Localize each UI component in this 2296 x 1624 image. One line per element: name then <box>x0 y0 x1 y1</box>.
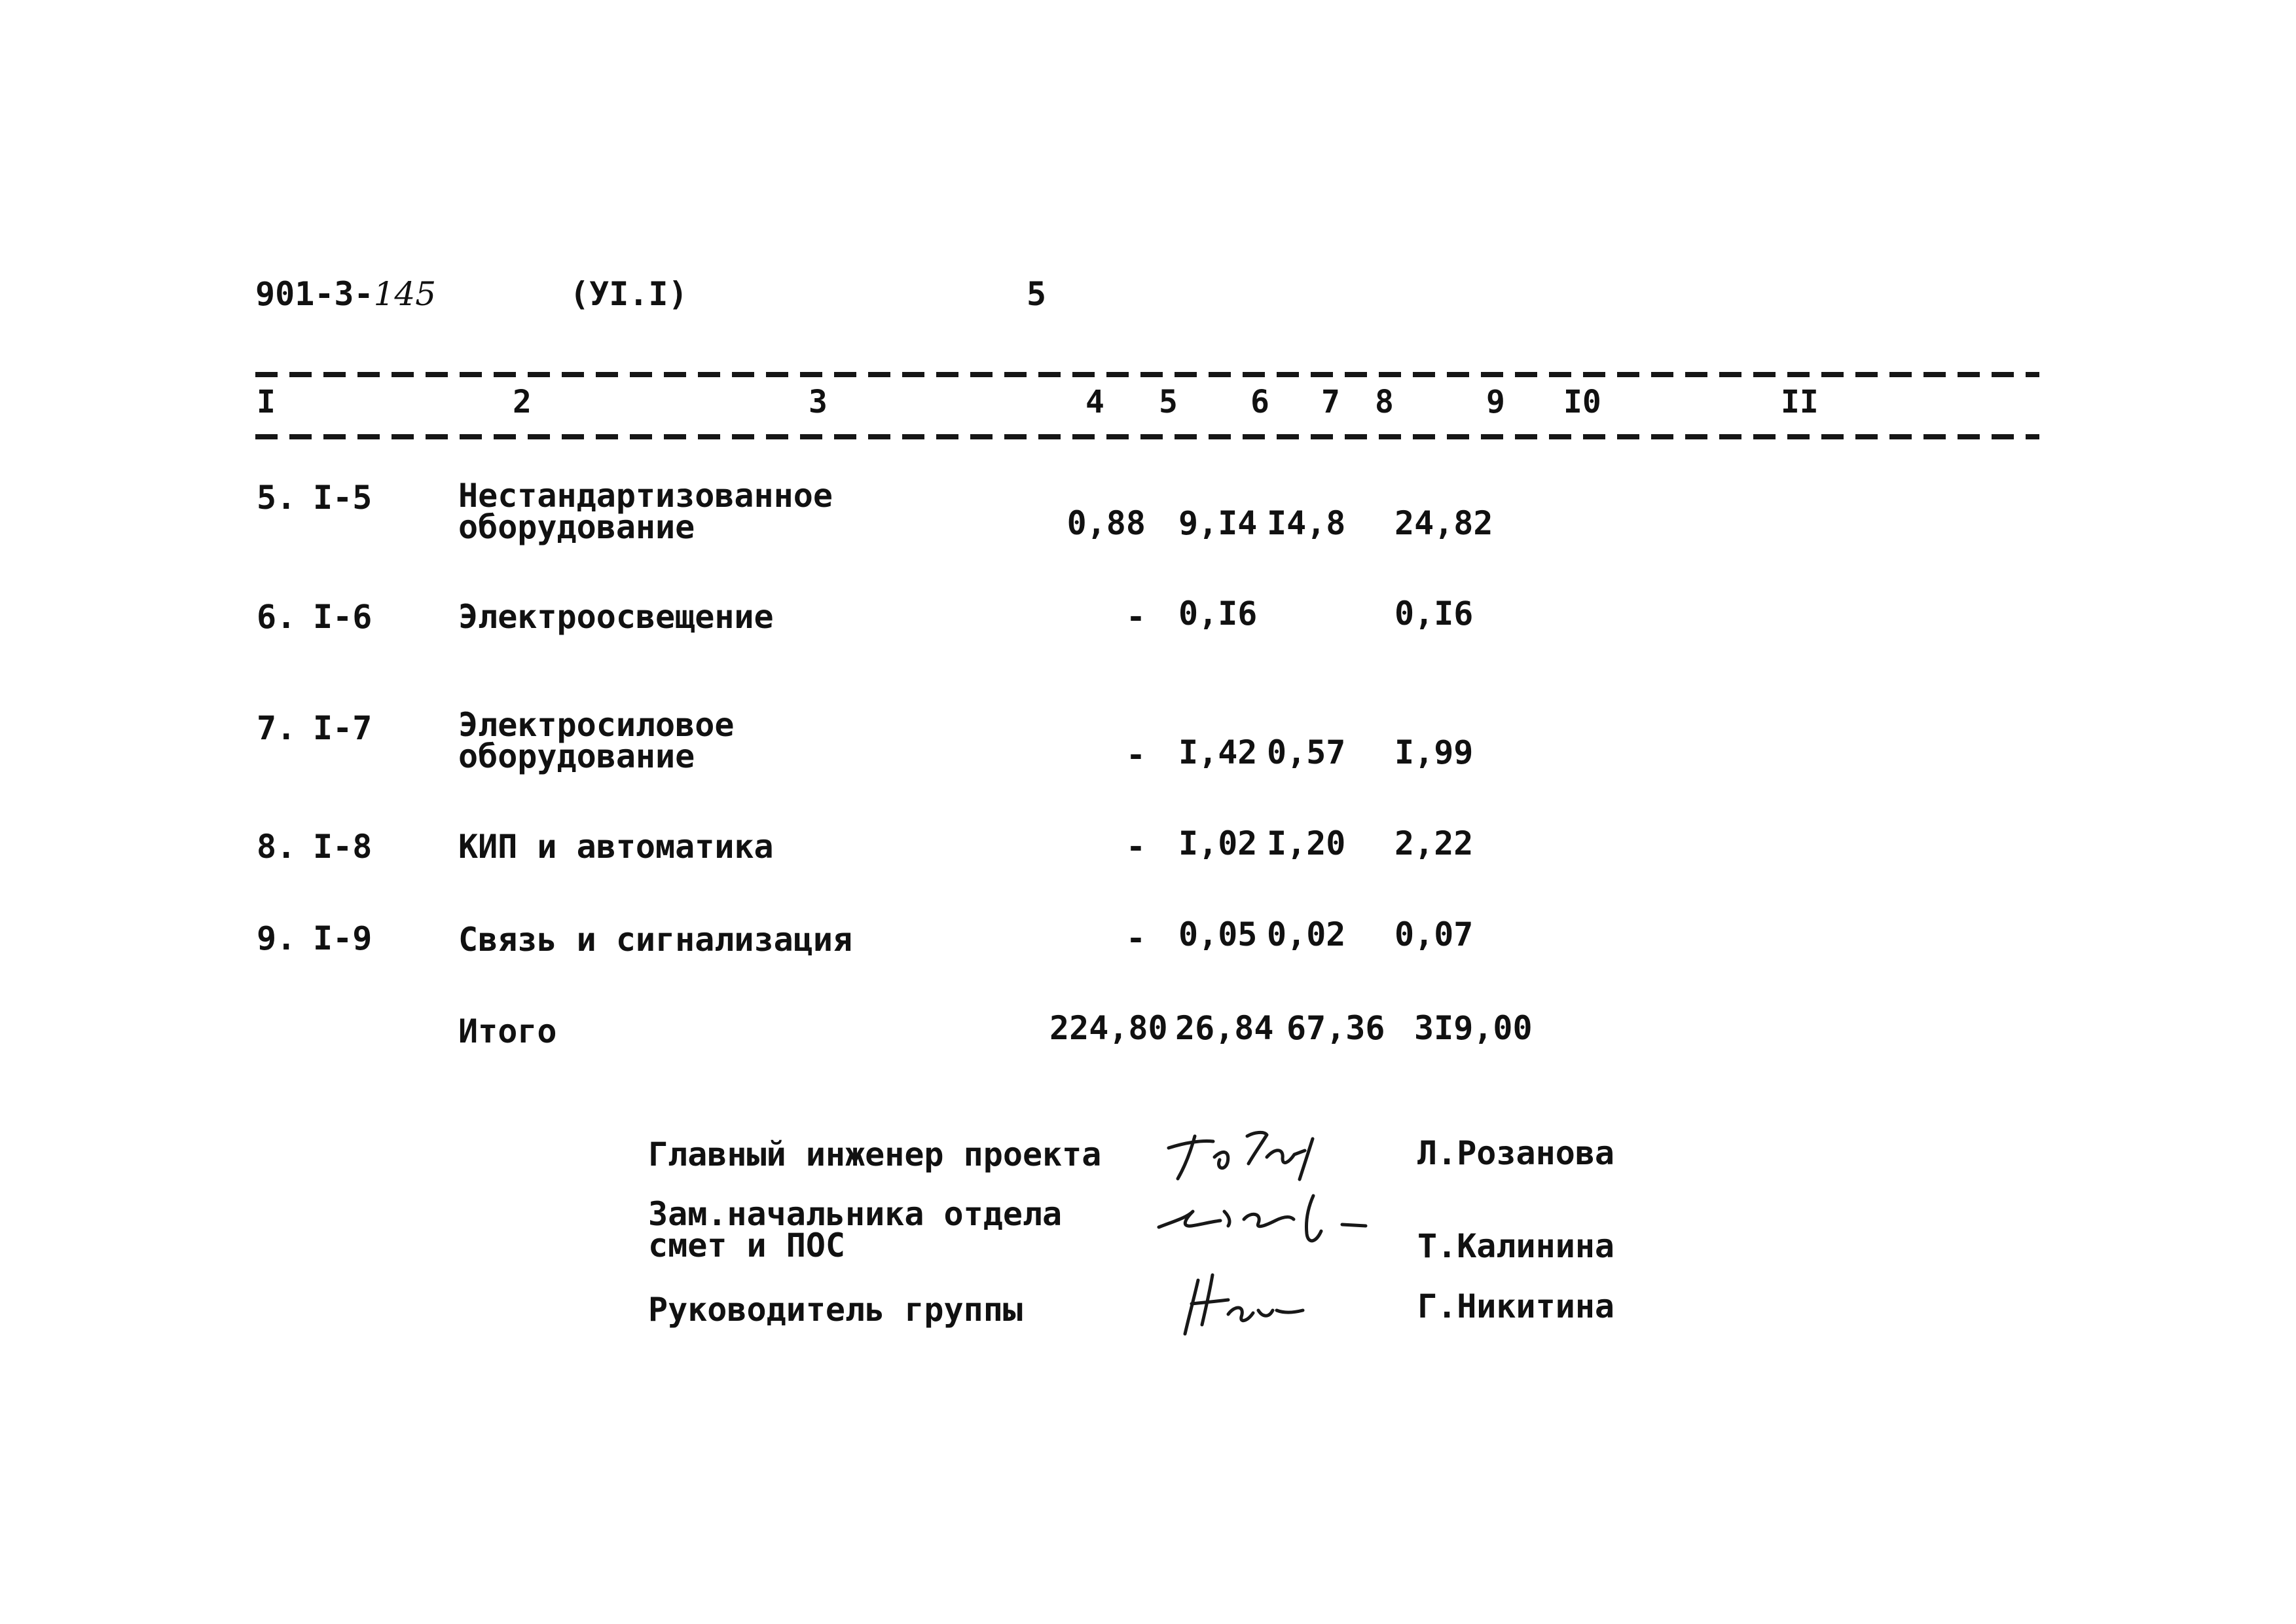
col-header-2: 2 <box>513 384 532 420</box>
signature-role: Главный инженер проекта <box>648 1135 1102 1173</box>
total-label: Итого <box>458 1012 557 1050</box>
col-header-6: 6 <box>1250 384 1269 420</box>
row-code: I-9 <box>313 919 373 957</box>
row-col5-value: 9,I4 <box>1178 504 1258 542</box>
row-code: I-6 <box>313 598 373 636</box>
col-header-1: I <box>257 384 276 420</box>
row-col8-value: 24,82 <box>1394 504 1493 542</box>
row-code: I-7 <box>313 709 373 747</box>
row-col5-value: 0,I6 <box>1178 595 1258 633</box>
row-code: I-5 <box>313 479 373 517</box>
row-name: Электроосвещение <box>458 598 774 636</box>
col-header-3: 3 <box>809 384 828 420</box>
handwritten-signature-3 <box>1172 1267 1342 1352</box>
row-number: 6. <box>257 598 297 636</box>
signature-role: Руководитель группы <box>648 1291 1023 1329</box>
row-col5-value: I,42 <box>1178 733 1258 771</box>
row-number: 8. <box>257 828 297 866</box>
total-col4-value: 224,80 <box>1049 1009 1168 1047</box>
row-col6-value: I,20 <box>1267 824 1346 862</box>
signatory-name: Т.Калинина <box>1417 1227 1615 1265</box>
row-code: I-8 <box>313 828 373 866</box>
col-header-4: 4 <box>1085 384 1104 420</box>
col-header-5: 5 <box>1159 384 1178 420</box>
col-header-8: 8 <box>1375 384 1394 420</box>
row-col5-value: I,02 <box>1178 824 1258 862</box>
row-col6-value: 0,02 <box>1267 915 1346 953</box>
row-name: Электросиловое оборудование <box>458 706 735 775</box>
col-header-11: II <box>1781 384 1819 420</box>
row-name: Нестандартизованное оборудование <box>458 477 833 546</box>
row-col6-value: I4,8 <box>1267 504 1346 542</box>
col-header-10: I0 <box>1563 384 1601 420</box>
row-col6-value: 0,57 <box>1267 733 1346 771</box>
table-header-bottom-rule <box>255 434 2039 439</box>
total-col5-value: 26,84 <box>1175 1009 1274 1047</box>
row-col5-value: 0,05 <box>1178 915 1258 953</box>
section-code: (УI.I) <box>570 275 688 313</box>
row-name: Связь и сигнализация <box>458 921 853 959</box>
row-col8-value: I,99 <box>1394 733 1474 771</box>
handwritten-signature-2 <box>1152 1185 1414 1257</box>
signature-role: Зам.начальника отдела смет и ПОС <box>648 1195 1063 1264</box>
table-top-rule <box>255 372 2039 377</box>
row-col8-value: 2,22 <box>1394 824 1474 862</box>
row-col8-value: 0,07 <box>1394 915 1474 953</box>
signatory-name: Л.Розанова <box>1417 1134 1615 1172</box>
signatory-name: Г.Никитина <box>1417 1287 1615 1325</box>
total-col8-value: 3I9,00 <box>1414 1009 1533 1047</box>
row-col4-value: - <box>1125 598 1146 636</box>
row-number: 7. <box>257 709 297 747</box>
page-number: 5 <box>1027 275 1047 313</box>
col-header-9: 9 <box>1486 384 1505 420</box>
row-number: 5. <box>257 479 297 517</box>
row-number: 9. <box>257 919 297 957</box>
total-col6-value: 67,36 <box>1286 1009 1385 1047</box>
handwritten-signature-1 <box>1149 1116 1345 1189</box>
row-name: КИП и автоматика <box>458 828 774 866</box>
row-col4-value: - <box>1125 828 1146 866</box>
document-code-handwritten-number: 145 <box>373 275 437 313</box>
row-col8-value: 0,I6 <box>1394 595 1474 633</box>
col-header-7: 7 <box>1321 384 1340 420</box>
row-col4-value: 0,88 <box>1066 504 1146 542</box>
row-col4-value: - <box>1125 919 1146 957</box>
document-code-prefix: 901-3- <box>255 275 374 313</box>
document-code <box>255 275 437 313</box>
row-col4-value: - <box>1125 736 1146 774</box>
